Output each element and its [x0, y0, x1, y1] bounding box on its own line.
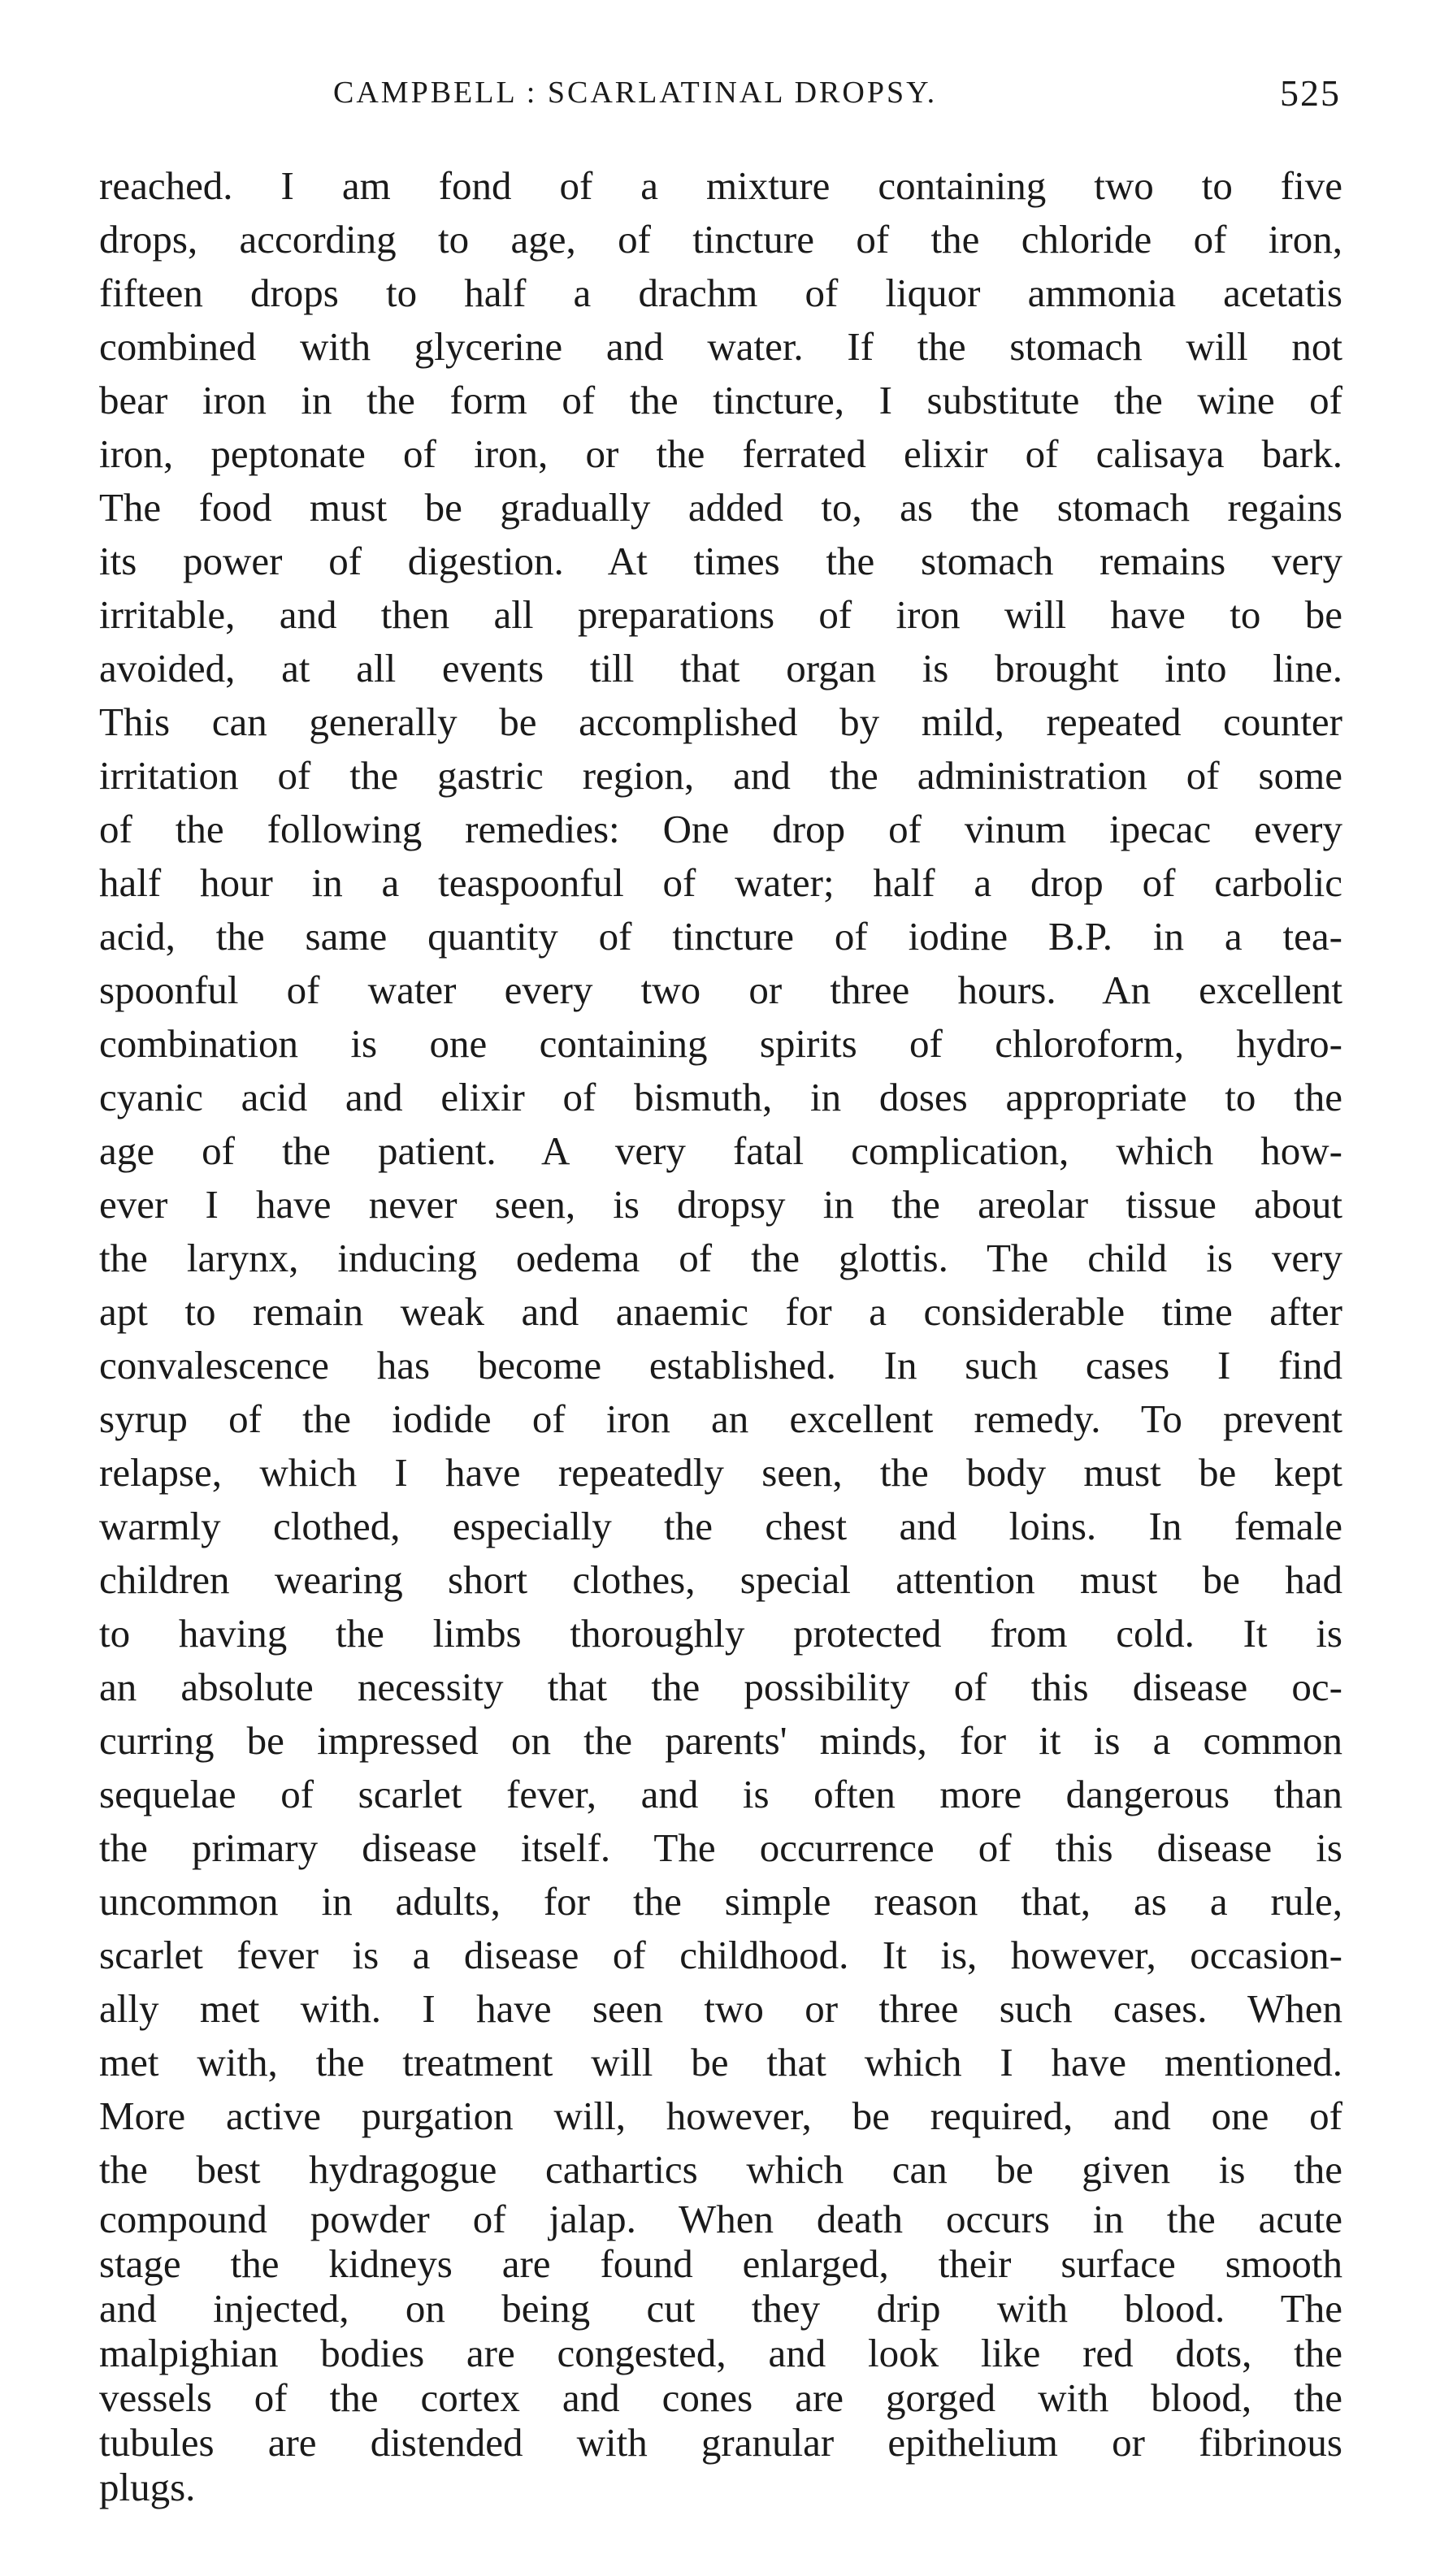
text-line: tubules are distended with granular epithelium or fibrinous — [99, 2420, 1342, 2465]
text-line: half hour in a teaspoonful of water; half a drop of carbolic — [99, 860, 1342, 905]
text-line: children wearing short clothes, special attention must be had — [99, 1557, 1342, 1602]
page-number: 525 — [1280, 72, 1341, 114]
text-line: cyanic acid and elixir of bismuth, in doses appropriate to the — [99, 1075, 1342, 1119]
text-line: vessels of the cortex and cones are gorged with blood, the — [99, 2375, 1342, 2420]
text-line: bear iron in the form of the tincture, I substitute the wine of — [99, 378, 1342, 422]
text-line: of the following remedies: One drop of vinum ipecac every — [99, 807, 1342, 851]
text-line: ever I have never seen, is dropsy in the areolar tissue about — [99, 1182, 1342, 1227]
text-line: combined with glycerine and water. If the stomach will not — [99, 324, 1342, 369]
text-line: syrup of the iodide of iron an excellent remedy. To prevent — [99, 1396, 1342, 1441]
text-line: the primary disease itself. The occurrence of this disease is — [99, 1825, 1342, 1870]
text-line: to having the limbs thoroughly protected from cold. It is — [99, 1611, 1342, 1656]
text-line: compound powder of jalap. When death occurs in the acute — [99, 2197, 1342, 2241]
text-line: an absolute necessity that the possibility of this disease oc- — [99, 1665, 1342, 1709]
text-line: warmly clothed, especially the chest and loins. In female — [99, 1504, 1342, 1548]
text-line: reached. I am fond of a mixture containing two to five — [99, 163, 1342, 208]
text-line: convalescence has become established. In such cases I find — [99, 1343, 1342, 1388]
text-line: This can generally be accomplished by mild, repeated counter — [99, 699, 1342, 744]
text-line: its power of digestion. At times the stomach remains very — [99, 539, 1342, 583]
text-line: apt to remain weak and anaemic for a considerable time after — [99, 1289, 1342, 1334]
text-line: drops, according to age, of tincture of the chloride of iron, — [99, 217, 1342, 262]
body-text — [99, 159, 1342, 2509]
text-line: The food must be gradually added to, as the stomach regains — [99, 485, 1342, 530]
text-line: curring be impressed on the parents' minds, for it is a common — [99, 1718, 1342, 1763]
text-line: combination is one containing spirits of chloroform, hydro- — [99, 1021, 1342, 1066]
text-line: met with, the treatment will be that which I have mentioned. — [99, 2040, 1342, 2085]
text-line: scarlet fever is a disease of childhood. It is, however, occasion- — [99, 1933, 1342, 1977]
text-line: plugs. — [99, 2465, 196, 2509]
text-line: fifteen drops to half a drachm of liquor ammonia acetatis — [99, 271, 1342, 315]
text-line: sequelae of scarlet fever, and is often more dangerous than — [99, 1772, 1342, 1816]
text-line: the larynx, inducing oedema of the glottis. The child is very — [99, 1236, 1342, 1280]
running-head — [98, 72, 1341, 123]
text-line: irritation of the gastric region, and the administration of some — [99, 753, 1342, 798]
text-line: stage the kidneys are found enlarged, their surface smooth — [99, 2241, 1342, 2286]
text-line: ally met with. I have seen two or three such cases. When — [99, 1986, 1342, 2031]
text-line: avoided, at all events till that organ is brought into line. — [99, 646, 1342, 691]
text-line: More active purgation will, however, be required, and one of — [99, 2093, 1342, 2138]
text-line: age of the patient. A very fatal complication, which how- — [99, 1128, 1342, 1173]
text-line: irritable, and then all preparations of iron will have to be — [99, 592, 1342, 637]
running-title: CAMPBELL : SCARLATINAL DROPSY. — [333, 76, 938, 110]
text-line: malpighian bodies are congested, and look like red dots, the — [99, 2331, 1342, 2375]
text-line: relapse, which I have repeatedly seen, the body must be kept — [99, 1450, 1342, 1495]
text-line: the best hydragogue cathartics which can be given is the — [99, 2147, 1342, 2192]
text-line: iron, peptonate of iron, or the ferrated elixir of calisaya bark. — [99, 431, 1342, 476]
text-line: acid, the same quantity of tincture of iodine B.P. in a tea- — [99, 914, 1342, 959]
text-line: uncommon in adults, for the simple reason that, as a rule, — [99, 1879, 1342, 1924]
text-line: spoonful of water every two or three hours. An excellent — [99, 968, 1342, 1012]
text-line: and injected, on being cut they drip with blood. The — [99, 2286, 1342, 2331]
